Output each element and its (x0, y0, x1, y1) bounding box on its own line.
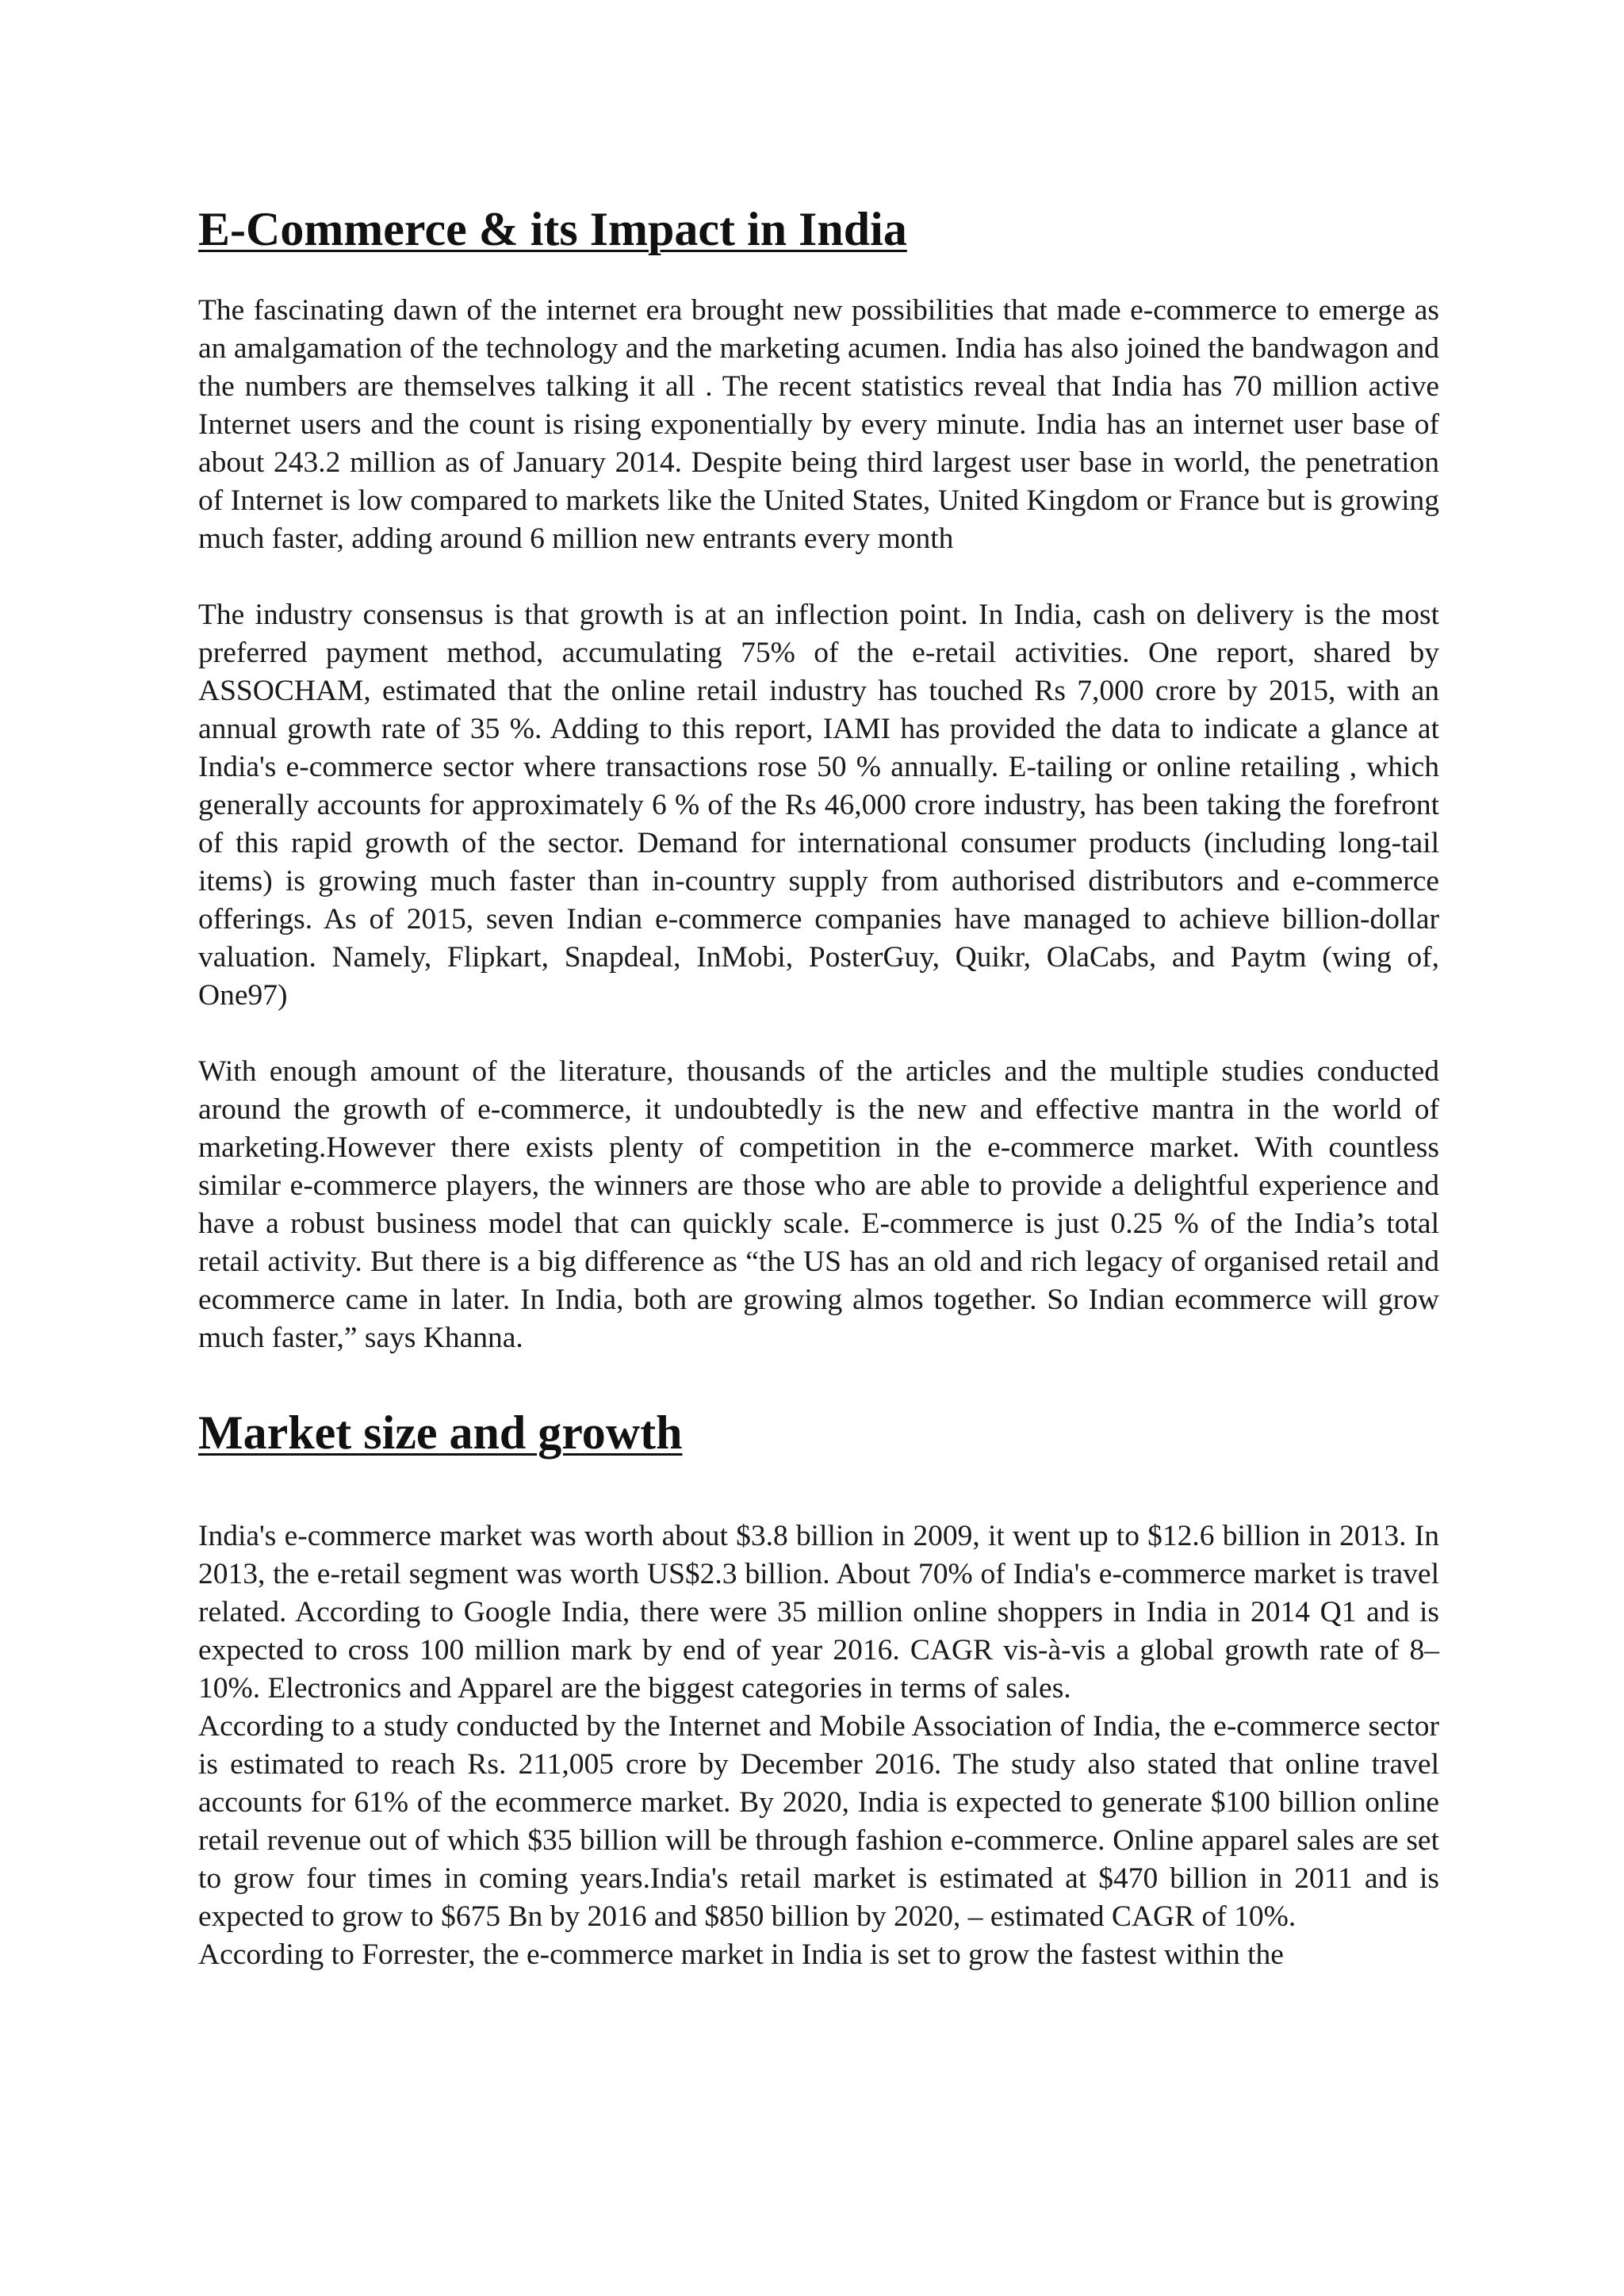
paragraph-forrester: According to Forrester, the e-commerce market in India is set to grow the fastest within the (198, 1938, 1284, 1971)
paragraph-market-worth: India's e-commerce market was worth about $3.8 billion in 2009, it went up to $12.6 billion in 2013. In 2013, the e-retail segment was worth US$2.3 billion. About 70% of India's e-commerce market is travel related. According to Google India, there were 35 million online shoppers in India in 2014 Q1 and is expected to cross 100 million mark by end of year 2016. CAGR vis-à-vis a global growth rate of 8–10%. Electronics and Apparel are the biggest categories in terms of sales. (198, 1520, 1439, 1705)
section-heading-ecommerce-impact: E-Commerce & its Impact in India (198, 203, 907, 255)
paragraph-internet-era: The fascinating dawn of the internet era brought new possibilities that made e-commerce to emerge as an amalgamation of the technology and the marketing acumen. India has also joined the bandwagon and the numbers are themselves talking it all . The recent statistics reveal that India has 70 million active Internet users and the count is rising exponentially by every minute. India has an internet user base of about 243.2 million as of January 2014. Despite being third largest user base in world, the penetration of Internet is low compared to markets like the United States, United Kingdom or France but is growing much faster, adding around 6 million new entrants every month (198, 294, 1439, 555)
paragraph-literature-competition: With enough amount of the literature, thousands of the articles and the multiple studies conducted around the growth of e-commerce, it undoubtedly is the new and effective mantra in the world of marketing.However there exists plenty of competition in the e-commerce market. With countless similar e-commerce players, the winners are those who are able to provide a delightful experience and have a robust business model that can quickly scale. E-commerce is just 0.25 % of the India’s total retail activity. But there is a big difference as “the US has an old and rich legacy of organised retail and ecommerce came in later. In India, both are growing almos together. So Indian ecommerce will grow much faster,” says Khanna. (198, 1055, 1439, 1354)
document-content (198, 197, 1439, 1974)
paragraph-iamai-study: According to a study conducted by the Internet and Mobile Association of India, the e-commerce sector is estimated to reach Rs. 211,005 crore by December 2016. The study also stated that online travel accounts for 61% of the ecommerce market. By 2020, India is expected to generate $100 billion online retail revenue out of which $35 billion will be through fashion e-commerce. Online apparel sales are set to grow four times in coming years.India's retail market is estimated at $470 billion in 2011 and is expected to grow to $675 Bn by 2016 and $850 billion by 2020, – estimated CAGR of 10%. (198, 1710, 1439, 1933)
paragraph-industry-consensus: The industry consensus is that growth is at an inflection point. In India, cash on delivery is the most preferred payment method, accumulating 75% of the e-retail activities. One report, shared by ASSOCHAM, estimated that the online retail industry has touched Rs 7,000 crore by 2015, with an annual growth rate of 35 %. Adding to this report, IAMI has provided the data to indicate a glance at India's e-commerce sector where transactions rose 50 % annually. E-tailing or online retailing , which generally accounts for approximately 6 % of the Rs 46,000 crore industry, has been taking the forefront of this rapid growth of the sector. Demand for international consumer products (including long-tail items) is growing much faster than in-country supply from authorised distributors and e-commerce offerings. As of 2015, seven Indian e-commerce companies have managed to achieve billion-dollar valuation. Namely, Flipkart, Snapdeal, InMobi, PosterGuy, Quikr, OlaCabs, and Paytm (wing of, One97) (198, 599, 1439, 1012)
section-heading-market-size: Market size and growth (198, 1406, 683, 1459)
